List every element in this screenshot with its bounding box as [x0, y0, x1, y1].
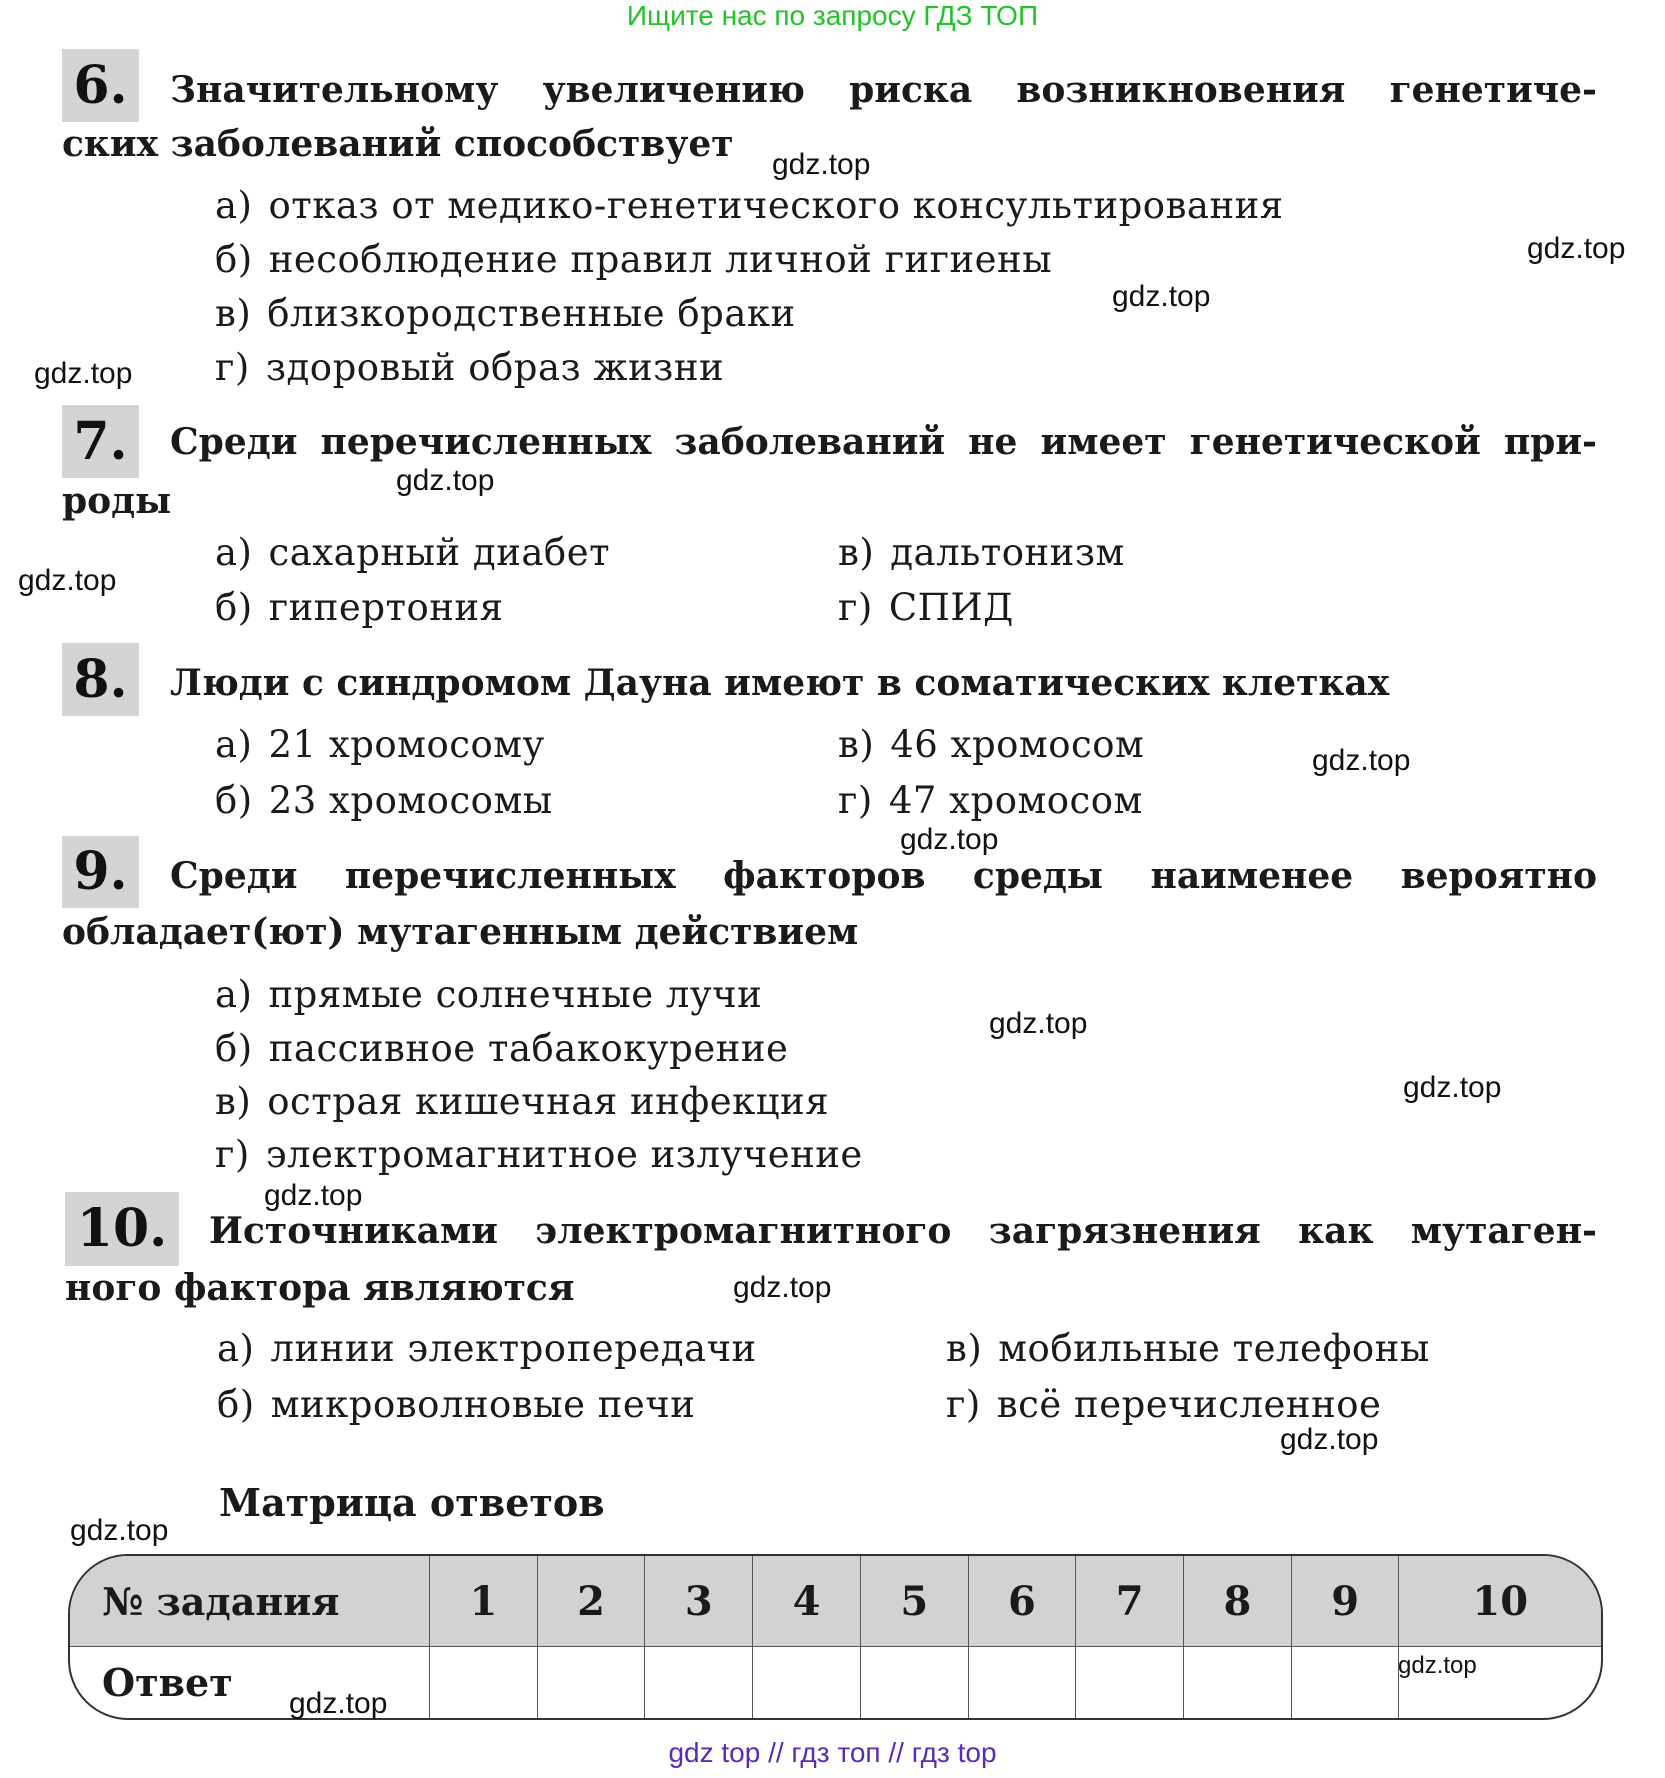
- option-text: электромагнитное излучение: [265, 1133, 863, 1176]
- answer-cell-6[interactable]: [969, 1647, 1077, 1718]
- answer-cell-7[interactable]: [1076, 1647, 1184, 1718]
- option-text: 47 хромосом: [888, 779, 1143, 822]
- answer-cell-9[interactable]: [1292, 1647, 1400, 1718]
- option-text: сахарный диабет: [268, 531, 611, 574]
- matrix-column-4: 4: [753, 1556, 861, 1647]
- question-6-option-d[interactable]: [215, 348, 724, 388]
- question-9-option-a[interactable]: [215, 975, 762, 1015]
- answer-cell-1[interactable]: [430, 1647, 538, 1718]
- matrix-column-1: 1: [430, 1556, 538, 1647]
- option-label: б): [215, 1027, 253, 1070]
- question-9-title-line2: обладает(ют) мутагенным действием: [62, 911, 859, 953]
- option-text: несоблюдение правил личной гигиены: [268, 238, 1053, 281]
- question-7-option-d[interactable]: [838, 588, 1014, 628]
- question-8-option-b[interactable]: [215, 781, 553, 821]
- option-text: микроволновые печи: [270, 1383, 696, 1426]
- matrix-column-8: 8: [1184, 1556, 1292, 1647]
- question-10-option-a[interactable]: [217, 1329, 757, 1369]
- question-7-option-b[interactable]: [215, 588, 503, 628]
- watermark: gdz.top: [1398, 1652, 1477, 1679]
- matrix-column-5: 5: [861, 1556, 969, 1647]
- watermark: gdz.top: [264, 1179, 363, 1212]
- watermark: gdz.top: [34, 357, 133, 390]
- answer-cell-2[interactable]: [538, 1647, 646, 1718]
- matrix-column-7: 7: [1076, 1556, 1184, 1647]
- search-banner: Ищите нас по запросу ГДЗ ТОП: [626, 0, 1039, 31]
- question-7-number: 7.: [62, 405, 139, 478]
- footer-links: gdz top // гдз топ // гдз top: [668, 1737, 997, 1768]
- matrix-answer-label: Ответ: [70, 1647, 430, 1718]
- option-label: г): [215, 1133, 250, 1176]
- option-text: СПИД: [888, 586, 1014, 629]
- matrix-column-9: 9: [1292, 1556, 1400, 1647]
- option-text: гипертония: [268, 586, 504, 629]
- question-10-option-d[interactable]: [946, 1385, 1381, 1425]
- question-6-option-c[interactable]: [215, 294, 796, 334]
- option-label: в): [946, 1327, 983, 1370]
- answer-matrix-title: Матрица ответов: [219, 1480, 605, 1525]
- watermark: gdz.top: [1312, 744, 1411, 777]
- question-9-option-d[interactable]: [215, 1135, 863, 1175]
- answer-cell-4[interactable]: [753, 1647, 861, 1718]
- question-9-number: 9.: [62, 836, 139, 908]
- watermark: gdz.top: [18, 564, 117, 597]
- option-text: мобильные телефоны: [998, 1327, 1430, 1370]
- question-9-option-b[interactable]: [215, 1029, 788, 1069]
- question-7-title-line1: Среди перечисленных заболеваний не имеет генетической при-: [170, 421, 1597, 463]
- watermark: gdz.top: [289, 1687, 388, 1720]
- question-10-title-line2: ного фактора являются: [65, 1267, 575, 1309]
- option-text: 46 хромосом: [890, 723, 1145, 766]
- question-6-option-b[interactable]: [215, 240, 1052, 280]
- option-text: острая кишечная инфекция: [267, 1080, 830, 1123]
- option-label: б): [215, 238, 253, 281]
- option-text: близкородственные браки: [267, 292, 796, 335]
- matrix-column-6: 6: [969, 1556, 1077, 1647]
- watermark: gdz.top: [1112, 280, 1211, 313]
- option-label: в): [215, 292, 252, 335]
- option-label: б): [215, 779, 253, 822]
- option-label: б): [217, 1383, 255, 1426]
- question-6-title-line1: Значительному увеличению риска возникновения генетиче-: [170, 69, 1597, 111]
- option-text: линии электропередачи: [270, 1327, 757, 1370]
- option-text: прямые солнечные лучи: [268, 973, 763, 1016]
- question-10-number: 10.: [65, 1192, 179, 1266]
- option-text: 21 хромосому: [268, 723, 545, 766]
- option-text: отказ от медико-генетического консультирования: [268, 184, 1284, 227]
- option-text: всё перечисленное: [996, 1383, 1382, 1426]
- watermark: gdz.top: [989, 1007, 1088, 1040]
- watermark: gdz.top: [1527, 232, 1626, 265]
- question-8-option-d[interactable]: [838, 781, 1143, 821]
- option-label: г): [946, 1383, 981, 1426]
- option-label: б): [215, 586, 253, 629]
- question-6-option-a[interactable]: [215, 186, 1284, 226]
- matrix-column-2: 2: [538, 1556, 646, 1647]
- answer-cell-8[interactable]: [1184, 1647, 1292, 1718]
- matrix-column-10: 10: [1399, 1556, 1601, 1647]
- matrix-header-label: № задания: [70, 1556, 430, 1647]
- option-text: пассивное табакокурение: [268, 1027, 789, 1070]
- watermark: gdz.top: [733, 1271, 832, 1304]
- question-6-title-line2: ских заболеваний способствует: [62, 123, 734, 165]
- option-label: а): [215, 723, 253, 766]
- option-text: 23 хромосомы: [268, 779, 553, 822]
- question-8-number: 8.: [62, 643, 139, 716]
- answer-cell-5[interactable]: [861, 1647, 969, 1718]
- matrix-header-row: [70, 1556, 1601, 1647]
- question-7-option-a[interactable]: [215, 533, 610, 573]
- option-label: а): [215, 531, 253, 574]
- question-8-option-c[interactable]: [838, 725, 1144, 765]
- option-label: в): [838, 723, 875, 766]
- question-8-option-a[interactable]: [215, 725, 545, 765]
- question-7-title-line2: роды: [62, 480, 172, 522]
- option-text: дальтонизм: [890, 531, 1125, 574]
- watermark: gdz.top: [772, 148, 871, 181]
- question-10-option-c[interactable]: [946, 1329, 1430, 1369]
- matrix-column-3: 3: [645, 1556, 753, 1647]
- option-label: г): [838, 779, 873, 822]
- option-label: а): [215, 184, 253, 227]
- question-6-number: 6.: [62, 49, 139, 122]
- watermark: gdz.top: [1280, 1423, 1379, 1456]
- question-8-title: Люди с синдромом Дауна имеют в соматических клетках: [170, 662, 1390, 704]
- question-10-option-b[interactable]: [217, 1385, 695, 1425]
- option-label: в): [838, 531, 875, 574]
- option-label: а): [217, 1327, 255, 1370]
- question-7-option-c[interactable]: [838, 533, 1125, 573]
- question-9-title-line1: Среди перечисленных факторов среды наименее вероятно: [170, 855, 1597, 897]
- option-label: а): [215, 973, 253, 1016]
- question-10-title-line1: Источниками электромагнитного загрязнения как мутаген-: [209, 1210, 1597, 1252]
- question-9-option-c[interactable]: [215, 1082, 829, 1122]
- option-label: г): [838, 586, 873, 629]
- option-label: в): [215, 1080, 252, 1123]
- answer-cell-3[interactable]: [645, 1647, 753, 1718]
- watermark: gdz.top: [70, 1514, 169, 1547]
- watermark: gdz.top: [396, 464, 495, 497]
- watermark: gdz.top: [900, 823, 999, 856]
- option-text: здоровый образ жизни: [265, 346, 725, 389]
- watermark: gdz.top: [1403, 1071, 1502, 1104]
- option-label: г): [215, 346, 250, 389]
